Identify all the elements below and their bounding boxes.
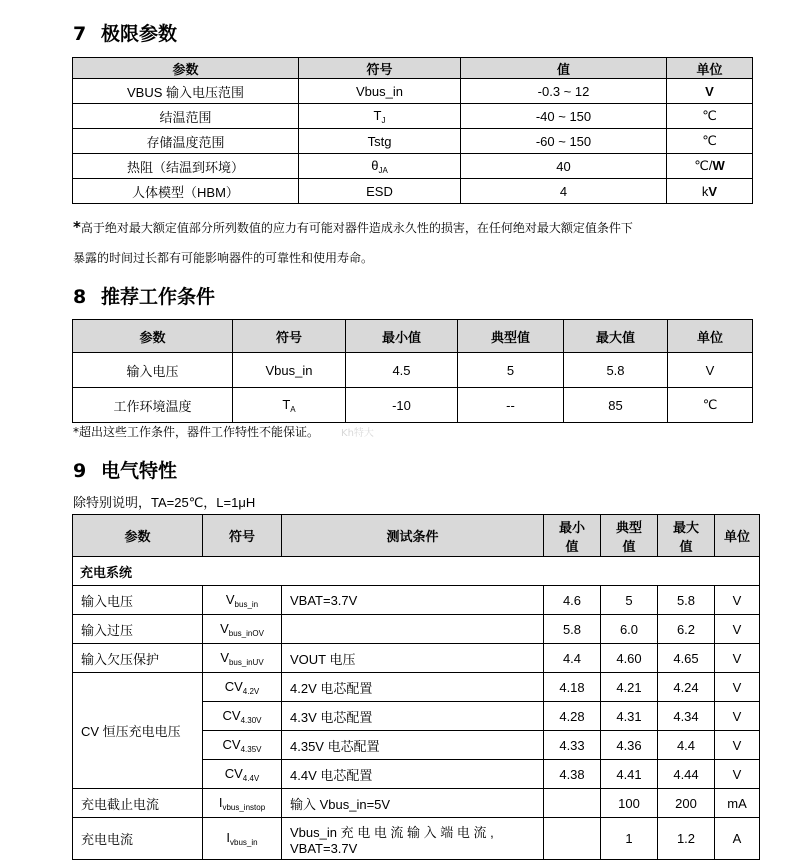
test-cell [282, 818, 544, 860]
section-7-heading [73, 19, 177, 46]
table-row [73, 154, 753, 179]
typ-cell: 4.41 [601, 760, 658, 789]
column-header: 最大值 [564, 320, 668, 353]
unit-cell: ℃ [667, 104, 753, 129]
test-cell: VBAT=3.7V [282, 586, 544, 615]
min-cell: 4.6 [544, 586, 601, 615]
unit-cell [667, 179, 753, 204]
symbol-main: T [373, 107, 382, 123]
symbol-subscript: JA [378, 165, 388, 175]
typ-cell: 4.60 [601, 644, 658, 673]
param-cell: 输入过压 [73, 615, 203, 644]
table-row [73, 353, 753, 388]
max-cell: 5.8 [658, 586, 715, 615]
symbol-main: CV [224, 765, 243, 781]
column-header: 符号 [203, 515, 282, 557]
table-row [73, 586, 760, 615]
unit-part-bold: W [712, 158, 725, 173]
typ-cell: 5 [601, 586, 658, 615]
unit-part-bold: V [708, 183, 718, 199]
param-cell: 充电截止电流 [73, 789, 203, 818]
test-cell: 4.35V 电芯配置 [282, 731, 544, 760]
table-row [73, 79, 753, 104]
param-cell: 热阻（结温到环境） [73, 154, 299, 179]
symbol-main: V [220, 649, 229, 665]
symbol-main: θ [371, 157, 379, 173]
param-cell: 存储温度范围 [73, 129, 299, 154]
symbol-cell [299, 104, 461, 129]
max-cell: 4.34 [658, 702, 715, 731]
section-number: 9 [73, 460, 87, 482]
test-line-2: VBAT=3.7V [290, 840, 358, 856]
table-row [73, 388, 753, 423]
symbol-subscript: bus_in [234, 599, 259, 609]
table-row [73, 673, 760, 702]
param-cell: 工作环境温度 [73, 388, 233, 423]
column-header [658, 515, 715, 557]
typ-cell: 1 [601, 818, 658, 860]
column-header: 最小值 [346, 320, 458, 353]
column-header: 符号 [299, 58, 461, 79]
note-line-1: 高于绝对最大额定值部分所列数值的应力有可能对器件造成永久性的损害，在任何绝对最大额定值条件下 [80, 221, 633, 235]
unit-cell: ℃ [668, 388, 753, 423]
note-asterisk: * [73, 218, 81, 236]
param-cell: 输入电压 [73, 353, 233, 388]
min-cell: 4.33 [544, 731, 601, 760]
test-cell: 输入 Vbus_in=5V [282, 789, 544, 818]
symbol-cell [203, 789, 282, 818]
param-cell: CV 恒压充电电压 [73, 673, 203, 789]
symbol-cell [203, 818, 282, 860]
max-cell: 85 [564, 388, 668, 423]
section-label: 充电系统 [73, 557, 760, 586]
symbol-cell [203, 702, 282, 731]
test-cell: VOUT 电压 [282, 644, 544, 673]
symbol-subscript: 4.35V [240, 744, 262, 754]
value-cell: 4 [461, 179, 667, 204]
column-header: 典型值 [458, 320, 564, 353]
watermark-text: Kh特大 [341, 428, 374, 439]
symbol-subscript: bus_inUV [228, 657, 264, 667]
unit-cell: V [668, 353, 753, 388]
symbol-main: T [282, 396, 291, 412]
symbol-cell [203, 760, 282, 789]
header-line: 值 [565, 538, 579, 554]
note-text: *超出这些工作条件，器件工作特性不能保证。 [73, 425, 320, 439]
min-cell: -10 [346, 388, 458, 423]
recommended-conditions-note [73, 419, 374, 447]
symbol-subscript: 4.4V [242, 773, 260, 783]
typ-cell: 4.31 [601, 702, 658, 731]
symbol-cell: Tstg [299, 129, 461, 154]
unit-cell: V [715, 673, 760, 702]
min-cell: 5.8 [544, 615, 601, 644]
value-cell: -0.3 ~ 12 [461, 79, 667, 104]
unit-cell [667, 154, 753, 179]
typ-cell: 5 [458, 353, 564, 388]
symbol-subscript: bus_inOV [228, 628, 264, 638]
header-line: 最大 [672, 519, 699, 535]
column-header: 参数 [73, 58, 299, 79]
max-cell: 200 [658, 789, 715, 818]
column-header [544, 515, 601, 557]
param-cell: 充电电流 [73, 818, 203, 860]
header-line: 值 [622, 538, 636, 554]
unit-cell: V [715, 586, 760, 615]
value-cell: -40 ~ 150 [461, 104, 667, 129]
max-cell: 5.8 [564, 353, 668, 388]
header-line: 值 [679, 538, 693, 554]
typ-cell: 4.21 [601, 673, 658, 702]
symbol-cell [203, 673, 282, 702]
symbol-cell [203, 731, 282, 760]
test-condition-note: 除特别说明，TA=25℃，L=1μH [73, 495, 256, 510]
column-header: 参数 [73, 320, 233, 353]
symbol-main: CV [224, 678, 243, 694]
typ-cell: 100 [601, 789, 658, 818]
param-cell: 输入电压 [73, 586, 203, 615]
note-line-2: 暴露的时间过长都有可能影响器件的可靠性和使用寿命。 [73, 251, 374, 265]
column-header: 单位 [668, 320, 753, 353]
symbol-subscript: 4.2V [242, 686, 260, 696]
typ-cell: -- [458, 388, 564, 423]
symbol-main: CV [222, 707, 241, 723]
table-header-row [73, 58, 753, 79]
unit-cell: V [715, 644, 760, 673]
symbol-main: V [225, 591, 235, 607]
table-header-row [73, 515, 760, 557]
param-cell: 人体模型（HBM） [73, 179, 299, 204]
min-cell: 4.38 [544, 760, 601, 789]
unit-cell: V [715, 760, 760, 789]
max-cell: 6.2 [658, 615, 715, 644]
value-cell: -60 ~ 150 [461, 129, 667, 154]
min-cell [544, 818, 601, 860]
column-header: 符号 [233, 320, 346, 353]
unit-cell: mA [715, 789, 760, 818]
max-cell: 4.44 [658, 760, 715, 789]
min-cell: 4.4 [544, 644, 601, 673]
table-row [73, 789, 760, 818]
unit-cell: V [715, 731, 760, 760]
symbol-subscript: A [290, 404, 296, 414]
value-cell: 40 [461, 154, 667, 179]
table-row [73, 129, 753, 154]
section-title: 极限参数 [101, 23, 178, 45]
symbol-main: I [226, 830, 231, 845]
section-number: 7 [73, 23, 87, 45]
table-row [73, 818, 760, 860]
table-row [73, 104, 753, 129]
symbol-subscript: vbus_instop [222, 802, 266, 812]
min-cell [544, 789, 601, 818]
symbol-subscript: vbus_in [230, 838, 258, 847]
test-cell: 4.3V 电芯配置 [282, 702, 544, 731]
unit-cell: A [715, 818, 760, 860]
symbol-cell [203, 615, 282, 644]
symbol-main: CV [222, 736, 241, 752]
max-cell: 4.24 [658, 673, 715, 702]
test-line-1: Vbus_in 充 电 电 流 输 入 端 电 流 , [290, 824, 494, 840]
symbol-cell [203, 586, 282, 615]
symbol-cell [233, 388, 346, 423]
max-cell: 4.65 [658, 644, 715, 673]
column-header: 单位 [715, 515, 760, 557]
typ-cell: 4.36 [601, 731, 658, 760]
header-line: 典型 [615, 519, 642, 535]
electrical-characteristics-table [72, 514, 760, 860]
max-cell: 1.2 [658, 818, 715, 860]
column-header: 单位 [667, 58, 753, 79]
unit-part: ℃/ [694, 158, 713, 173]
unit-cell: V [667, 79, 753, 104]
unit-part: k [701, 183, 709, 199]
min-cell: 4.5 [346, 353, 458, 388]
section-title: 推荐工作条件 [101, 286, 216, 308]
min-cell: 4.18 [544, 673, 601, 702]
symbol-cell [299, 154, 461, 179]
section-label-row [73, 557, 760, 586]
symbol-cell: Vbus_in [299, 79, 461, 104]
section-title: 电气特性 [101, 460, 178, 482]
table-row [73, 644, 760, 673]
unit-cell: V [715, 615, 760, 644]
absolute-ratings-table [72, 57, 753, 204]
symbol-subscript: J [381, 115, 386, 125]
symbol-main: I [218, 794, 223, 810]
symbol-subscript: 4.30V [240, 715, 262, 725]
table-row [73, 179, 753, 204]
column-header [601, 515, 658, 557]
header-line: 最小 [558, 519, 585, 535]
column-header: 参数 [73, 515, 203, 557]
unit-cell: V [715, 702, 760, 731]
param-cell: VBUS 输入电压范围 [73, 79, 299, 104]
unit-cell: ℃ [667, 129, 753, 154]
absolute-ratings-note [73, 212, 633, 273]
symbol-main: V [220, 620, 229, 636]
test-cell: 4.4V 电芯配置 [282, 760, 544, 789]
test-cell: 4.2V 电芯配置 [282, 673, 544, 702]
table-header-row [73, 320, 753, 353]
test-cell [282, 615, 544, 644]
param-cell: 输入欠压保护 [73, 644, 203, 673]
section-number: 8 [73, 286, 87, 308]
min-cell: 4.28 [544, 702, 601, 731]
section-8-heading [73, 282, 215, 309]
table-row [73, 615, 760, 644]
recommended-conditions-table [72, 319, 753, 423]
symbol-cell: ESD [299, 179, 461, 204]
section-9-heading [73, 456, 177, 483]
max-cell: 4.4 [658, 731, 715, 760]
symbol-cell: Vbus_in [233, 353, 346, 388]
column-header: 值 [461, 58, 667, 79]
typ-cell: 6.0 [601, 615, 658, 644]
column-header: 测试条件 [282, 515, 544, 557]
param-cell: 结温范围 [73, 104, 299, 129]
symbol-cell [203, 644, 282, 673]
